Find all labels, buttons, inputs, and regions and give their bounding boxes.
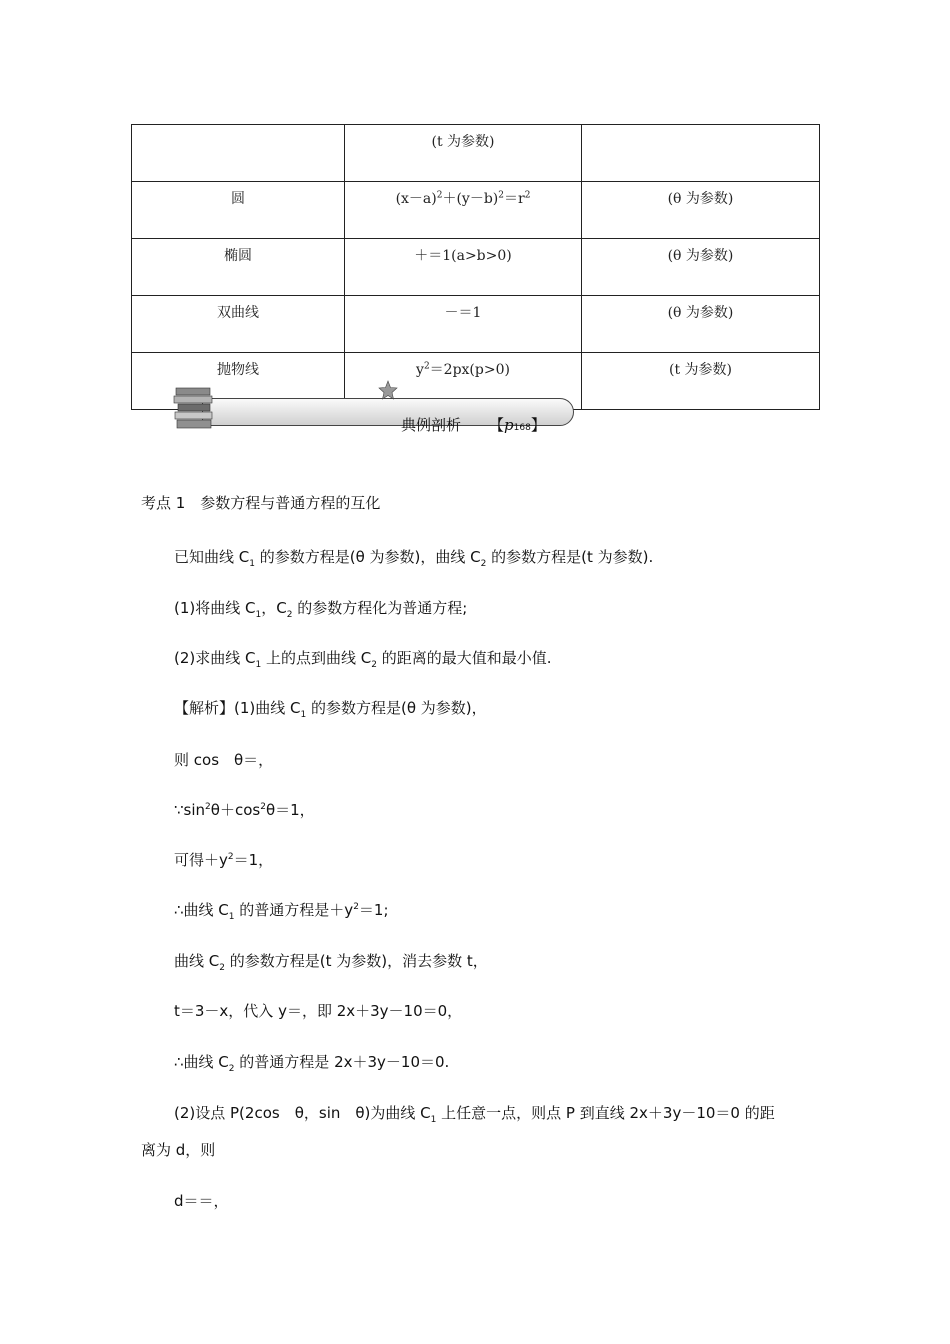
topic-heading: 考点 1 参数方程与普通方程的互化 — [141, 494, 381, 512]
books-icon — [172, 382, 216, 432]
curve-name-cell: 抛物线 — [132, 353, 345, 410]
banner-title: 典例剖析 — [401, 416, 462, 434]
table-row — [132, 239, 820, 296]
parametric-equation-cell: (t 为参数) — [582, 353, 820, 410]
parametric-equation-cell: (θ 为参数) — [582, 182, 820, 239]
parametric-equation-cell — [582, 125, 820, 182]
text-line: d＝＝， — [174, 1192, 229, 1210]
text-line: 则 cos θ＝， — [174, 751, 274, 769]
curve-name-cell — [132, 125, 345, 182]
curve-name-cell: 椭圆 — [132, 239, 345, 296]
parametric-equation-table — [131, 124, 820, 410]
text-line: 离为 d，则 — [141, 1141, 216, 1159]
table-row — [132, 182, 820, 239]
text-line: 曲线 $C_2$ 的参数方程是(t 为参数)，消去参数 t， — [174, 952, 488, 973]
general-equation-cell: $(x-a)^2+(y-b)^2=r^2$ — [345, 182, 582, 239]
curve-name-cell: 双曲线 — [132, 296, 345, 353]
curve-name-cell: 圆 — [132, 182, 345, 239]
text-line: 已知曲线 $C_1$ 的参数方程是(θ 为参数)，曲线 $C_2$ 的参数方程是(t 为参数). — [174, 548, 654, 569]
general-equation-cell: (t 为参数) — [345, 125, 582, 182]
text-line: (2)设点 P(2cos θ，sin θ)为曲线 $C_1$ 上任意一点，则点 P 到直线 2x＋3y－10＝0 的距 — [174, 1104, 775, 1125]
text-line: 【解析】(1)曲线 $C_1$ 的参数方程是(θ 为参数)， — [174, 699, 487, 720]
text-line: t＝3－x，代入 y＝，即 2x＋3y－10＝0， — [174, 1002, 463, 1020]
text-line: (2)求曲线 $C_1$ 上的点到曲线 $C_2$ 的距离的最大值和最小值. — [174, 649, 552, 670]
text-line: $\because\sin^2\theta+\cos^2\theta=1$， — [174, 801, 315, 819]
general-equation-cell: －＝1 — [345, 296, 582, 353]
parametric-equation-cell: (θ 为参数) — [582, 239, 820, 296]
table-row — [132, 296, 820, 353]
general-equation-cell: ＋＝1(a>b>0) — [345, 239, 582, 296]
text-line: (1)将曲线 $C_1$，$C_2$ 的参数方程化为普通方程; — [174, 599, 468, 620]
text-line: 可得$+y^2=1$， — [174, 851, 274, 869]
text-line: ∴曲线 $C_2$ 的普通方程是 2x＋3y－10＝0. — [174, 1053, 450, 1074]
table-row — [132, 125, 820, 182]
general-equation-cell: $y^2=2px(p>0)$ — [345, 353, 582, 410]
star-icon — [378, 380, 398, 400]
parametric-equation-cell: (θ 为参数) — [582, 296, 820, 353]
page-reference: 【p168】 — [489, 416, 546, 434]
text-line: ∴曲线 $C_1$ 的普通方程是$+y^2=1$; — [174, 901, 389, 922]
